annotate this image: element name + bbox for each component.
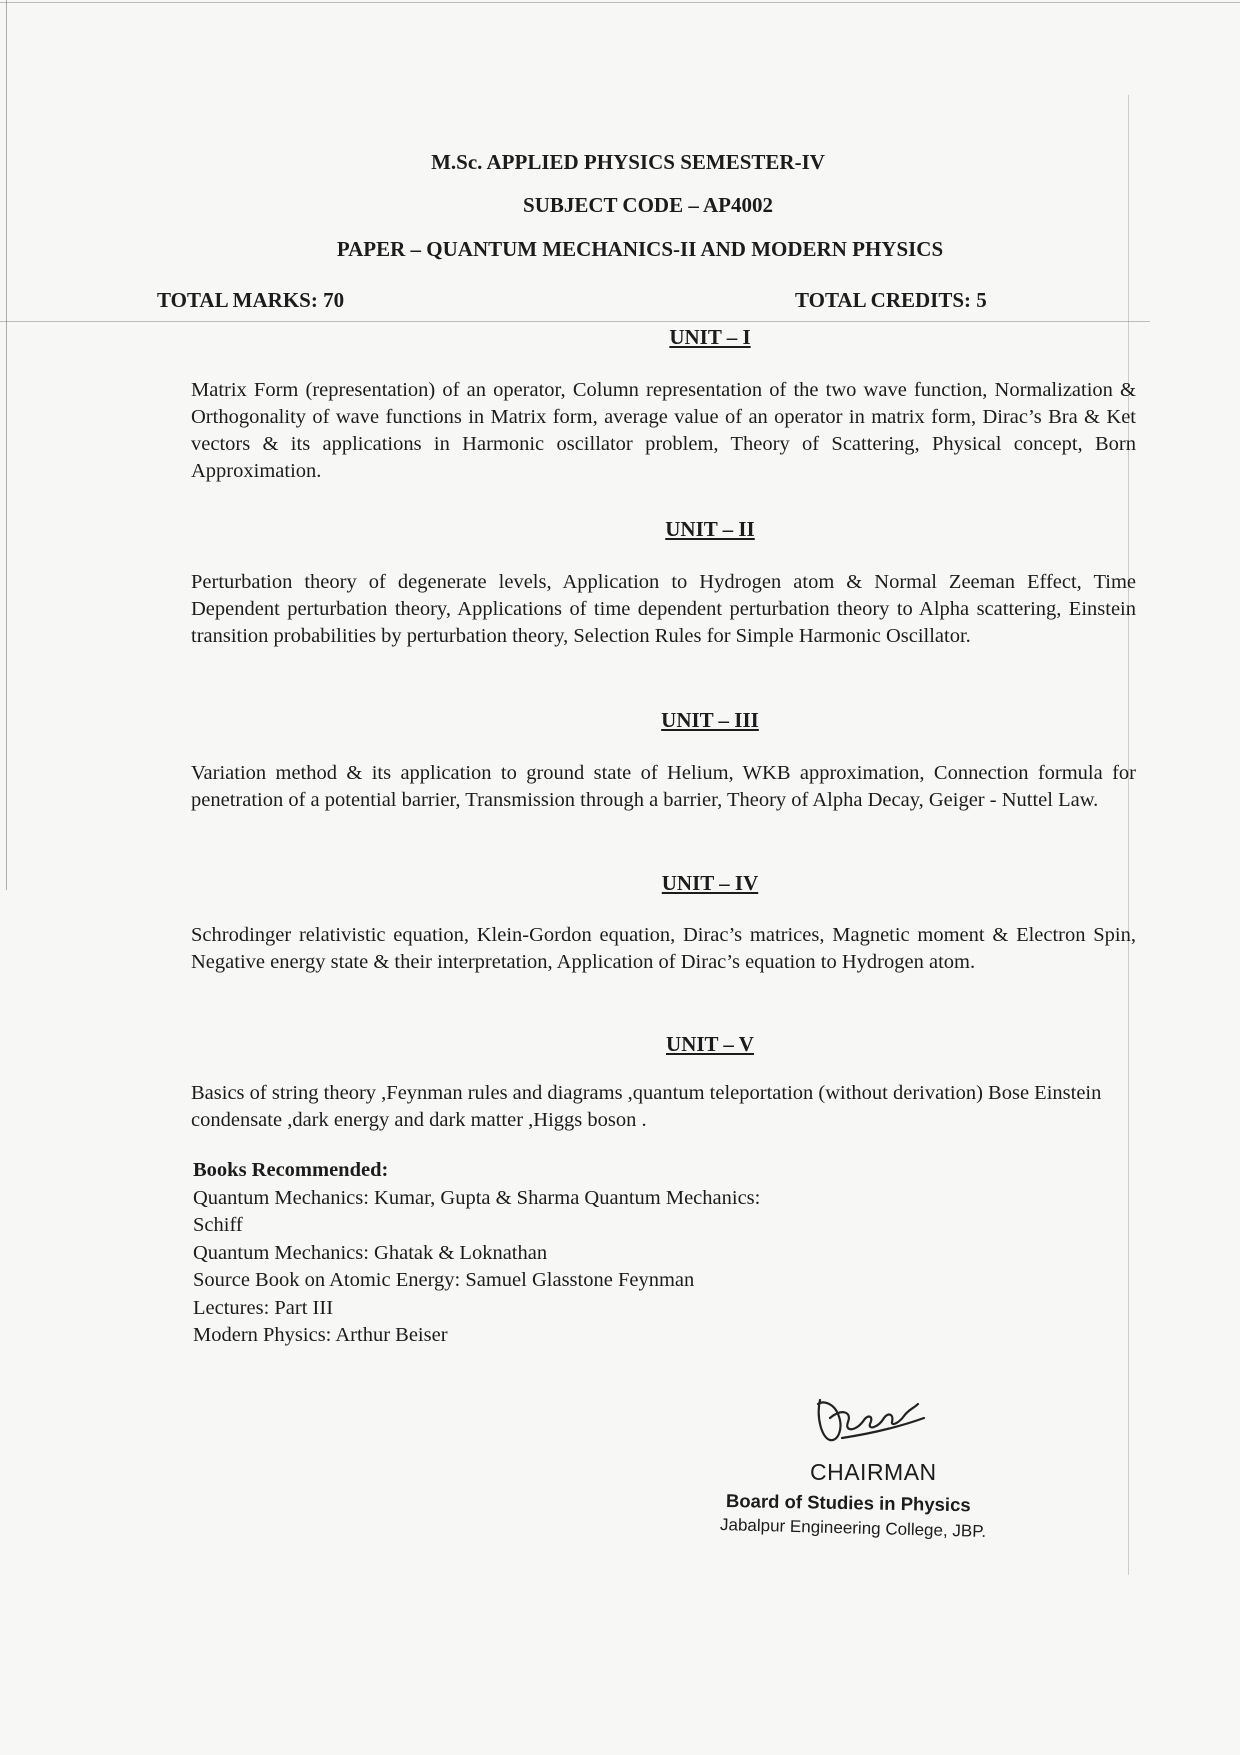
paper-title: PAPER – QUANTUM MECHANICS-II AND MODERN PHYSICS bbox=[336, 237, 944, 261]
chairman-title: CHAIRMAN bbox=[810, 1459, 937, 1485]
unit-5-content: Basics of string theory ,Feynman rules and diagrams ,quantum teleportation (without derivation) Bose Einstein condensate ,dark energy and dark matter ,Higgs boson . bbox=[191, 1082, 1102, 1131]
scan-line-right bbox=[1128, 95, 1129, 1575]
book-item: Schiff bbox=[193, 1214, 243, 1236]
scan-line-left bbox=[6, 0, 7, 890]
unit-5-title: UNIT – V bbox=[666, 1032, 754, 1056]
unit-3-title: UNIT – III bbox=[661, 708, 759, 732]
subject-code: SUBJECT CODE – AP4002 bbox=[523, 193, 773, 217]
total-credits: TOTAL CREDITS: 5 bbox=[795, 288, 987, 312]
unit-3-content: Variation method & its application to ground state of Helium, WKB approximation, Connection formula for penetration of a potential barrier, Transmission through a barrier, Theory of Alpha Decay, Geiger - Nuttel Law. bbox=[191, 762, 1136, 811]
book-item: Quantum Mechanics: Kumar, Gupta & Sharma Quantum Mechanics: bbox=[193, 1186, 761, 1209]
unit-4-title: UNIT – IV bbox=[661, 871, 759, 895]
books-list bbox=[193, 1185, 760, 1350]
book-item: Lectures: Part III bbox=[193, 1296, 334, 1319]
book-item: Source Book on Atomic Energy: Samuel Glasstone Feynman bbox=[193, 1269, 695, 1291]
unit-2-content: Perturbation theory of degenerate levels, Application to Hydrogen atom & Normal Zeeman Effect, Time Dependent perturbation theory, Applications of time dependent perturbation theory to Alpha scattering, Einstein transition probabilities by perturbation theory, Selection Rules for Simple Harmonic Oscillator. bbox=[191, 571, 1136, 647]
unit-2-title: UNIT – II bbox=[665, 517, 755, 541]
scan-line-top bbox=[0, 2, 1240, 3]
book-item: Quantum Mechanics: Ghatak & Loknathan bbox=[193, 1241, 548, 1264]
unit-1-title: UNIT – I bbox=[669, 325, 751, 349]
books-heading: Books Recommended: bbox=[193, 1159, 389, 1181]
unit-4-content: Schrodinger relativistic equation, Klein-Gordon equation, Dirac’s matrices, Magnetic moment & Electron Spin, Negative energy state & their interpretation, Application of Dirac’s equation to Hydrogen atom. bbox=[191, 924, 1136, 973]
total-marks: TOTAL MARKS: 70 bbox=[157, 288, 345, 312]
books-recommended bbox=[193, 1157, 760, 1350]
college-name: Jabalpur Engineering College, JBP. bbox=[719, 1515, 987, 1541]
unit-1-content: Matrix Form (representation) of an operator, Column representation of the two wave function, Normalization & Orthogonality of wave functions in Matrix form, average value of an operator in matrix form, Dirac’s Bra & Ket vectors & its applications in Harmonic oscillator problem, Theory of Scattering, Physical concept, Born Approximation. bbox=[191, 379, 1136, 482]
scan-line-under-meta bbox=[0, 321, 1150, 322]
program-title: M.Sc. APPLIED PHYSICS SEMESTER-IV bbox=[431, 150, 825, 174]
board-name: Board of Studies in Physics bbox=[725, 1490, 971, 1516]
handwritten-signature bbox=[808, 1378, 938, 1453]
book-item: Modern Physics: Arthur Beiser bbox=[193, 1324, 448, 1346]
